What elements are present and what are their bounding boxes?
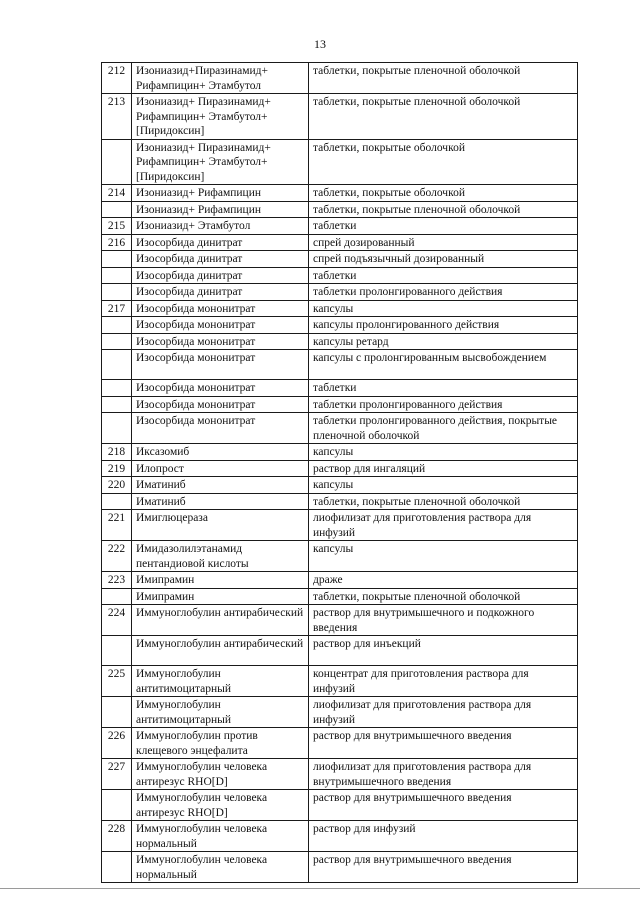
row-number-cell: [102, 201, 132, 218]
drug-name-cell: Иммуноглобулин против клещевого энцефалита: [132, 728, 309, 759]
drug-name-cell: Изосорбида мононитрат: [132, 380, 309, 397]
table-row: [102, 759, 578, 790]
dosage-form-cell: таблетки, покрытые пленочной оболочкой: [309, 63, 578, 94]
row-number-cell: [102, 790, 132, 821]
dosage-form-cell: раствор для внутримышечного введения: [309, 852, 578, 883]
row-number-cell: 218: [102, 444, 132, 461]
row-number-cell: 222: [102, 541, 132, 572]
dosage-form-cell: таблетки: [309, 380, 578, 397]
drug-name-cell: Имиглюцераза: [132, 510, 309, 541]
table-row: [102, 139, 578, 185]
table-row: [102, 218, 578, 235]
row-number-cell: [102, 350, 132, 380]
drug-name-cell: Изосорбида мононитрат: [132, 317, 309, 334]
dosage-form-cell: спрей подъязычный дозированный: [309, 251, 578, 268]
table-row: [102, 333, 578, 350]
row-number-cell: 221: [102, 510, 132, 541]
drug-name-cell: Иммуноглобулин человека антирезус RHO[D]: [132, 790, 309, 821]
table-row: [102, 185, 578, 202]
drug-name-cell: Изосорбида мононитрат: [132, 333, 309, 350]
drug-name-cell: Изосорбида динитрат: [132, 234, 309, 251]
dosage-form-cell: таблетки, покрытые пленочной оболочкой: [309, 94, 578, 140]
table-row: [102, 605, 578, 636]
dosage-form-cell: раствор для ингаляций: [309, 460, 578, 477]
table-row: [102, 444, 578, 461]
table-row: [102, 852, 578, 883]
drug-name-cell: Изосорбида мононитрат: [132, 396, 309, 413]
drug-name-cell: Иксазомиб: [132, 444, 309, 461]
drug-name-cell: Изосорбида мононитрат: [132, 300, 309, 317]
table-row: [102, 510, 578, 541]
dosage-form-cell: лиофилизат для приготовления раствора для инфузий: [309, 510, 578, 541]
row-number-cell: [102, 139, 132, 185]
drug-name-cell: Изониазид+Пиразинамид+ Рифампицин+ Этамбутол: [132, 63, 309, 94]
table-row: [102, 284, 578, 301]
dosage-form-cell: капсулы с пролонгированным высвобождением: [309, 350, 578, 380]
table-row: [102, 201, 578, 218]
dosage-form-cell: раствор для инъекций: [309, 636, 578, 666]
drug-name-cell: Имипрамин: [132, 572, 309, 589]
row-number-cell: 216: [102, 234, 132, 251]
dosage-form-cell: капсулы ретард: [309, 333, 578, 350]
drug-name-cell: Иммуноглобулин человека антирезус RHO[D]: [132, 759, 309, 790]
drug-name-cell: Изониазид+ Этамбутол: [132, 218, 309, 235]
row-number-cell: 217: [102, 300, 132, 317]
table-row: [102, 267, 578, 284]
drug-name-cell: Имипрамин: [132, 588, 309, 605]
row-number-cell: [102, 493, 132, 510]
drug-name-cell: Изосорбида динитрат: [132, 284, 309, 301]
table-row: [102, 396, 578, 413]
drug-table-body: [102, 63, 578, 883]
table-row: [102, 94, 578, 140]
drug-name-cell: Изониазид+ Рифампицин: [132, 201, 309, 218]
row-number-cell: [102, 413, 132, 444]
table-row: [102, 460, 578, 477]
drug-name-cell: Изониазид+ Пиразинамид+ Рифампицин+ Этамбутол+ [Пиридоксин]: [132, 139, 309, 185]
table-row: [102, 350, 578, 380]
dosage-form-cell: раствор для внутримышечного введения: [309, 728, 578, 759]
drug-name-cell: Иммуноглобулин антирабический: [132, 636, 309, 666]
dosage-form-cell: капсулы: [309, 444, 578, 461]
dosage-form-cell: таблетки пролонгированного действия, покрытые пленочной оболочкой: [309, 413, 578, 444]
drug-name-cell: Иммуноглобулин человека нормальный: [132, 821, 309, 852]
row-number-cell: [102, 852, 132, 883]
dosage-form-cell: таблетки, покрытые пленочной оболочкой: [309, 201, 578, 218]
dosage-form-cell: спрей дозированный: [309, 234, 578, 251]
dosage-form-cell: таблетки: [309, 267, 578, 284]
table-row: [102, 636, 578, 666]
dosage-form-cell: раствор для внутримышечного введения: [309, 790, 578, 821]
row-number-cell: 226: [102, 728, 132, 759]
table-row: [102, 63, 578, 94]
dosage-form-cell: таблетки, покрытые оболочкой: [309, 185, 578, 202]
row-number-cell: 225: [102, 666, 132, 697]
row-number-cell: [102, 267, 132, 284]
row-number-cell: [102, 588, 132, 605]
row-number-cell: 227: [102, 759, 132, 790]
table-row: [102, 234, 578, 251]
dosage-form-cell: лиофилизат для приготовления раствора для внутримышечного введения: [309, 759, 578, 790]
row-number-cell: [102, 636, 132, 666]
table-row: [102, 790, 578, 821]
row-number-cell: 219: [102, 460, 132, 477]
row-number-cell: 224: [102, 605, 132, 636]
row-number-cell: [102, 380, 132, 397]
table-row: [102, 728, 578, 759]
table-row: [102, 380, 578, 397]
drug-name-cell: Илопрост: [132, 460, 309, 477]
drug-table: [101, 62, 578, 883]
drug-name-cell: Изосорбида динитрат: [132, 251, 309, 268]
table-row: [102, 251, 578, 268]
row-number-cell: 214: [102, 185, 132, 202]
dosage-form-cell: раствор для инфузий: [309, 821, 578, 852]
table-row: [102, 493, 578, 510]
dosage-form-cell: драже: [309, 572, 578, 589]
dosage-form-cell: таблетки: [309, 218, 578, 235]
row-number-cell: 213: [102, 94, 132, 140]
drug-name-cell: Иммуноглобулин антирабический: [132, 605, 309, 636]
row-number-cell: [102, 284, 132, 301]
row-number-cell: [102, 251, 132, 268]
dosage-form-cell: таблетки, покрытые пленочной оболочкой: [309, 493, 578, 510]
page-number: 13: [314, 37, 326, 51]
row-number-cell: [102, 333, 132, 350]
dosage-form-cell: раствор для внутримышечного и подкожного введения: [309, 605, 578, 636]
dosage-form-cell: капсулы: [309, 300, 578, 317]
dosage-form-cell: таблетки пролонгированного действия: [309, 396, 578, 413]
table-row: [102, 477, 578, 494]
drug-name-cell: Иммуноглобулин антитимоцитарный: [132, 666, 309, 697]
row-number-cell: [102, 396, 132, 413]
page-bottom-rule: [0, 888, 640, 889]
drug-name-cell: Изониазид+ Рифампицин: [132, 185, 309, 202]
drug-name-cell: Изосорбида динитрат: [132, 267, 309, 284]
table-row: [102, 317, 578, 334]
drug-name-cell: Изониазид+ Пиразинамид+ Рифампицин+ Этамбутол+ [Пиридоксин]: [132, 94, 309, 140]
row-number-cell: 228: [102, 821, 132, 852]
drug-name-cell: Иммуноглобулин человека нормальный: [132, 852, 309, 883]
dosage-form-cell: капсулы: [309, 477, 578, 494]
table-row: [102, 300, 578, 317]
table-row: [102, 821, 578, 852]
row-number-cell: 220: [102, 477, 132, 494]
row-number-cell: 212: [102, 63, 132, 94]
table-row: [102, 541, 578, 572]
drug-name-cell: Изосорбида мононитрат: [132, 413, 309, 444]
dosage-form-cell: таблетки пролонгированного действия: [309, 284, 578, 301]
row-number-cell: [102, 317, 132, 334]
dosage-form-cell: концентрат для приготовления раствора для инфузий: [309, 666, 578, 697]
row-number-cell: 223: [102, 572, 132, 589]
drug-name-cell: Изосорбида мононитрат: [132, 350, 309, 380]
table-row: [102, 413, 578, 444]
row-number-cell: 215: [102, 218, 132, 235]
drug-name-cell: Имидазолилэтанамид пентандиовой кислоты: [132, 541, 309, 572]
drug-name-cell: Иматиниб: [132, 493, 309, 510]
drug-name-cell: Иматиниб: [132, 477, 309, 494]
dosage-form-cell: таблетки, покрытые пленочной оболочкой: [309, 588, 578, 605]
table-row: [102, 572, 578, 589]
table-row: [102, 666, 578, 697]
table-row: [102, 588, 578, 605]
dosage-form-cell: капсулы: [309, 541, 578, 572]
dosage-form-cell: лиофилизат для приготовления раствора для инфузий: [309, 697, 578, 728]
dosage-form-cell: капсулы пролонгированного действия: [309, 317, 578, 334]
table-row: [102, 697, 578, 728]
dosage-form-cell: таблетки, покрытые оболочкой: [309, 139, 578, 185]
row-number-cell: [102, 697, 132, 728]
drug-name-cell: Иммуноглобулин антитимоцитарный: [132, 697, 309, 728]
